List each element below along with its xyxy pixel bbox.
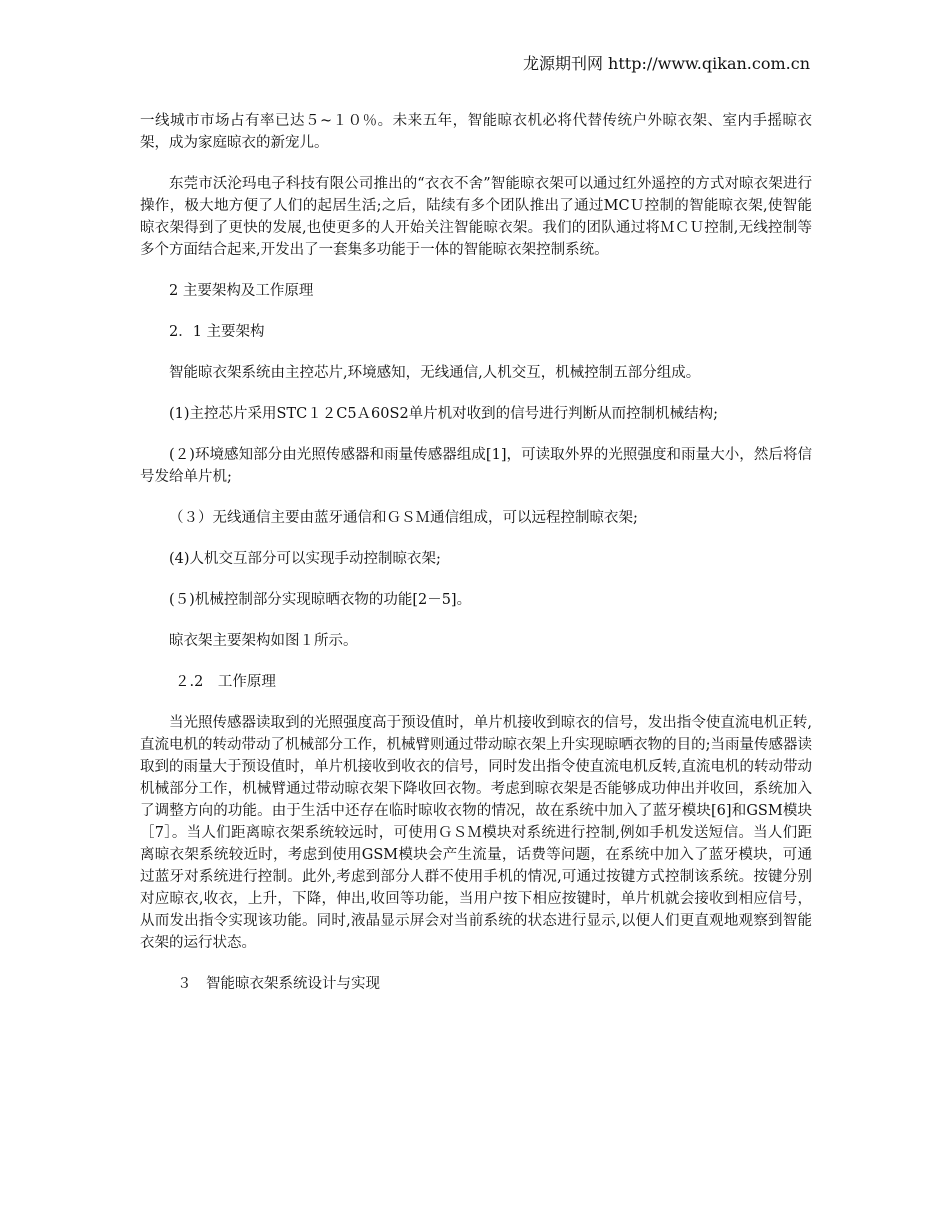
paragraph-intro-continuation: 一线城市市场占有率已达５~１０％。未来五年，智能晾衣机必将代替传统户外晾衣架、室内手摇晾衣架，成为家庭晾衣的新宠儿。 — [140, 113, 812, 151]
figure-reference: 晾衣架主要架构如图１所示。 — [169, 633, 358, 649]
section-heading-2: 2 主要架构及工作原理 — [169, 283, 314, 299]
subsection-heading-2-1: 2．1 主要架构 — [169, 324, 265, 340]
section-heading-3: ３ 智能晾衣架系统设计与实现 — [177, 976, 380, 992]
list-item-environment-sensing: (２)环境感知部分由光照传感器和雨量传感器组成[1]，可读取外界的光照强度和雨量大小，然后将信号发给单片机; — [140, 447, 812, 485]
list-item-wireless-communication: （３）无线通信主要由蓝牙通信和ＧＳＭ通信组成，可以远程控制晾衣架; — [169, 510, 638, 526]
list-item-human-interaction: (4)人机交互部分可以实现手动控制晾衣架; — [169, 551, 441, 567]
list-item-main-chip: (1)主控芯片采用STC１２C5Ａ60S2单片机对收到的信号进行判断从而控制机械结构; — [169, 406, 719, 422]
list-item-mechanical-control: (５)机械控制部分实现晾晒衣物的功能[2－5]。 — [169, 592, 472, 608]
paragraph-working-principle: 当光照传感器读取到的光照强度高于预设值时，单片机接收到晾衣的信号，发出指令使直流电机正转,直流电机的转动带动了机械部分工作，机械臂则通过带动晾衣架上升实现晾晒衣物的目的;当雨量传感器读取到的雨量大于预设值时，单片机接收到收衣的信号，同时发出指令使直流电机反转,直流电机的转动带动机械部分工作，机械臂通过带动晾衣架下降收回衣物。考虑到晾衣架是否能够成功伸出并收回，系统加入了调整方向的功能。由于生活中还存在临时晾收衣物的情况，故在系统中加入了蓝牙模块[6]和GSM模块［7］。当人们距离晾衣架系统较远时，可使用ＧＳＭ模块对系统进行控制,例如手机发送短信。当人们距离晾衣架系统较近时，考虑到使用GSM模块会产生流量，话费等问题，在系统中加入了蓝牙模块，可通过蓝牙对系统进行控制。此外,考虑到部分人群不使用手机的情况,可通过按键方式控制该系统。按键分别对应晾衣,收衣，上升，下降，伸出,收回等功能，当用户按下相应按键时，单片机就会接收到相应信号，从而发出指令实现该功能。同时,液晶显示屏会对当前系统的状态进行显示,以便人们更直观地观察到智能衣架的运行状态。 — [140, 715, 812, 951]
paragraph-background: 东莞市沃沦玛电子科技有限公司推出的“衣衣不舍”智能晾衣架可以通过红外遥控的方式对晾衣架进行操作，极大地方便了人们的起居生活;之后，陆续有多个团队推出了通过MCＵ控制的智能晾衣架,使智能晾衣架得到了更快的发展,也使更多的人开始关注智能晾衣架。我们的团队通过将ＭＣＵ控制,无线控制等多个方面结合起来,开发出了一套集多功能于一体的智能晾衣架控制系统。 — [140, 176, 812, 258]
paragraph-system-overview: 智能晾衣架系统由主控芯片,环境感知，无线通信,人机交互，机械控制五部分组成。 — [169, 365, 701, 381]
subsection-heading-2-2: ２.2 工作原理 — [175, 674, 276, 690]
site-header: 龙源期刊网 http://www.qikan.com.cn — [522, 54, 810, 73]
article-body — [140, 110, 812, 1014]
